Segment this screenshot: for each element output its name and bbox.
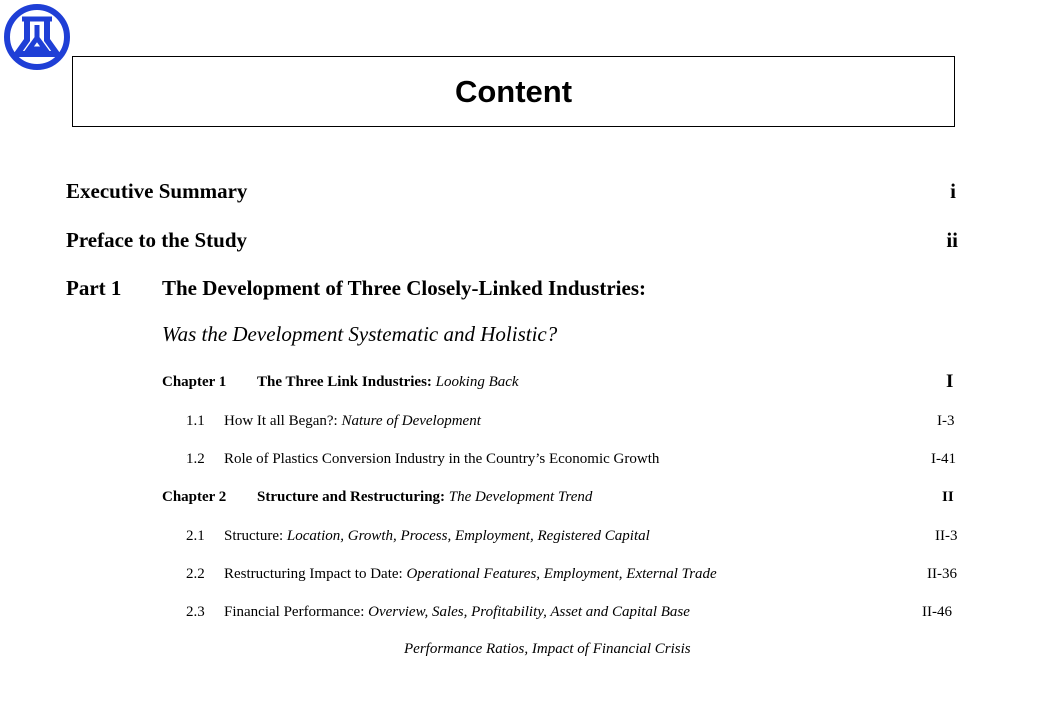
toc-chapter-subtitle: The Development Trend <box>448 489 593 505</box>
toc-entry-section-2-3[interactable] <box>186 604 690 621</box>
toc-section-number: 1.2 <box>186 451 205 467</box>
title-box <box>72 56 955 127</box>
toc-chapter-subtitle: Looking Back <box>435 374 519 390</box>
toc-page-number: I-41 <box>931 451 956 467</box>
toc-entry-preface[interactable] <box>66 228 958 253</box>
toc-page-number: II-3 <box>935 528 958 544</box>
toc-section-subtitle-continuation: Performance Ratios, Impact of Financial Crisis <box>404 641 691 657</box>
toc-section-title: Role of Plastics Conversion Industry in the Country’s Economic Growth <box>224 451 660 467</box>
toc-section-title: Restructuring Impact to Date: <box>224 566 403 582</box>
toc-entry-section-2-1[interactable] <box>186 528 650 545</box>
toc-page-number: II-46 <box>922 604 952 620</box>
toc-section-subtitle: Nature of Development <box>341 413 481 429</box>
toc-part-number: Part 1 <box>66 276 122 300</box>
toc-entry-executive-summary[interactable] <box>66 179 956 204</box>
toc-page-number: II <box>942 489 954 505</box>
toc-section-number: 2.1 <box>186 528 205 544</box>
toc-entry-chapter-1[interactable] <box>162 374 519 391</box>
toc-entry-section-1-1[interactable] <box>186 413 481 430</box>
toc-section-subtitle: Operational Features, Employment, External Trade <box>406 566 717 582</box>
toc-section-number: 2.3 <box>186 604 205 620</box>
toc-label: The Development of Three Closely-Linked Industries: <box>162 276 646 300</box>
toc-section-title: Financial Performance: <box>224 604 365 620</box>
toc-section-subtitle: Overview, Sales, Profitability, Asset and Capital Base <box>368 604 690 620</box>
toc-section-number: 2.2 <box>186 566 205 582</box>
toc-entry-chapter-2[interactable] <box>162 489 592 506</box>
toc-section-title: How It all Began?: <box>224 413 338 429</box>
toc-part-subtitle: Was the Development Systematic and Holistic? <box>162 322 558 346</box>
toc-section-title: Structure: <box>224 528 284 544</box>
page-title: Content <box>454 73 573 109</box>
toc-chapter-title: The Three Link Industries: <box>257 374 432 390</box>
toc-entry-section-2-2[interactable] <box>186 566 717 583</box>
toc-entry-section-1-2[interactable] <box>186 451 659 468</box>
toc-page-number: I-3 <box>937 413 955 429</box>
toc-page-number: i <box>950 179 956 203</box>
toc-section-number: 1.1 <box>186 413 205 429</box>
toc-label: Executive Summary <box>66 179 248 203</box>
organization-logo <box>4 4 70 70</box>
toc-entry-part-1[interactable] <box>66 276 646 301</box>
toc-page-number: ii <box>946 228 958 252</box>
toc-section-subtitle: Location, Growth, Process, Employment, Registered Capital <box>286 528 650 544</box>
toc-chapter-number: Chapter 1 <box>162 374 227 390</box>
toc-chapter-number: Chapter 2 <box>162 489 227 505</box>
toc-page-number: I <box>946 371 954 392</box>
toc-chapter-title: Structure and Restructuring: <box>257 489 446 505</box>
toc-label: Preface to the Study <box>66 228 247 252</box>
toc-page-number: II-36 <box>927 566 957 582</box>
